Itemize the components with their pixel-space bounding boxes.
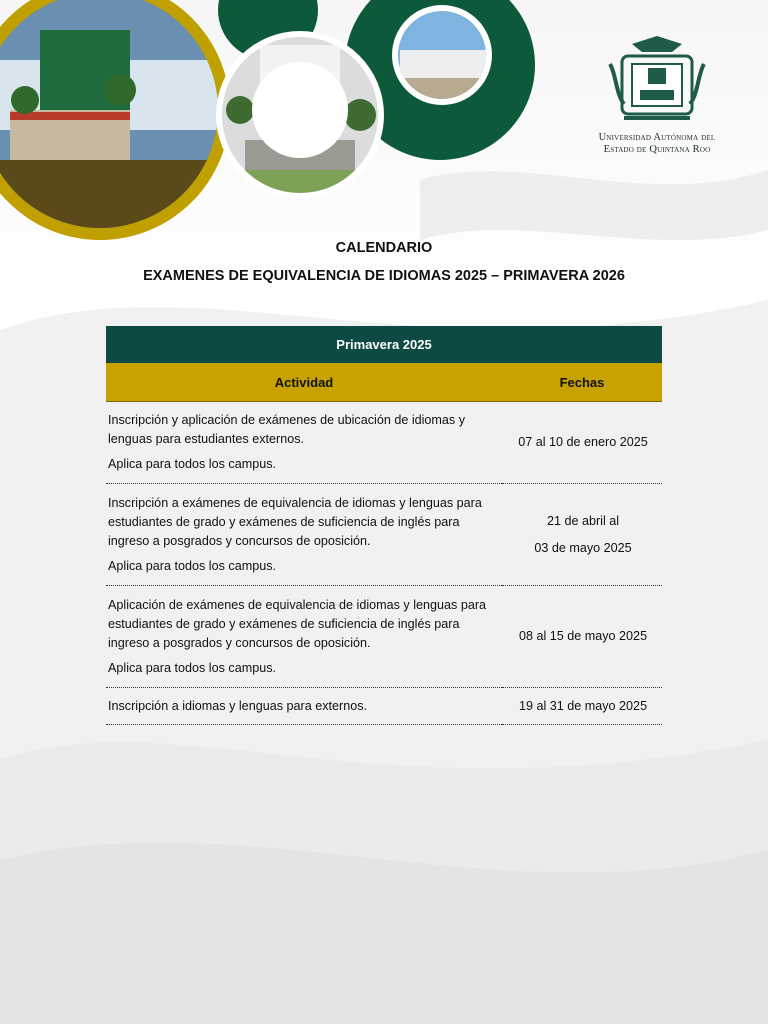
activity-note: Aplica para todos los campus.	[108, 457, 277, 471]
page-subtitle: EXAMENES DE EQUIVALENCIA DE IDIOMAS 2025 – PRIMAVERA 2026	[143, 268, 625, 284]
campus-photo-collage	[0, 0, 560, 250]
university-crest-icon	[602, 34, 712, 126]
column-header-activity: Actividad	[106, 363, 502, 402]
date-text-continued: 03 de mayo 2025	[534, 540, 632, 555]
date-text: 19 al 31 de mayo 2025	[518, 698, 648, 713]
activity-text: Inscripción a idiomas y lenguas para externos.	[108, 698, 368, 713]
date-text: 08 al 15 de mayo 2025	[518, 629, 648, 643]
university-logo	[582, 34, 732, 156]
column-header-dates: Fechas	[502, 363, 662, 402]
table-row	[106, 402, 662, 484]
table-row	[106, 586, 662, 688]
table-row	[106, 688, 662, 725]
table-row	[106, 484, 662, 586]
activity-text: Inscripción a exámenes de equivalencia de idiomas y lenguas para estudiantes de grado y exámenes de suficiencia de inglés para ingreso a posgrados y concursos de oposición.	[108, 495, 482, 548]
activity-text: Inscripción y aplicación de exámenes de ubicación de idiomas y lenguas para estudiantes externos.	[108, 413, 466, 446]
university-name-line1: Universidad Autónoma del	[598, 132, 716, 143]
season-header: Primavera 2025	[106, 326, 662, 363]
page-title: CALENDARIO	[335, 240, 433, 256]
activity-text: Aplicación de exámenes de equivalencia de idiomas y lenguas para estudiantes de grado y exámenes de suficiencia de inglés para ingreso a posgrados y concursos de oposición.	[108, 597, 487, 650]
activity-note: Aplica para todos los campus.	[108, 558, 277, 573]
university-name-line2: Estado de Quintana Roo	[603, 144, 711, 155]
date-text: 21 de abril al	[546, 513, 620, 528]
calendar-table	[106, 326, 662, 725]
date-text: 07 al 10 de enero 2025	[518, 435, 648, 449]
activity-note: Aplica para todos los campus.	[108, 660, 277, 675]
